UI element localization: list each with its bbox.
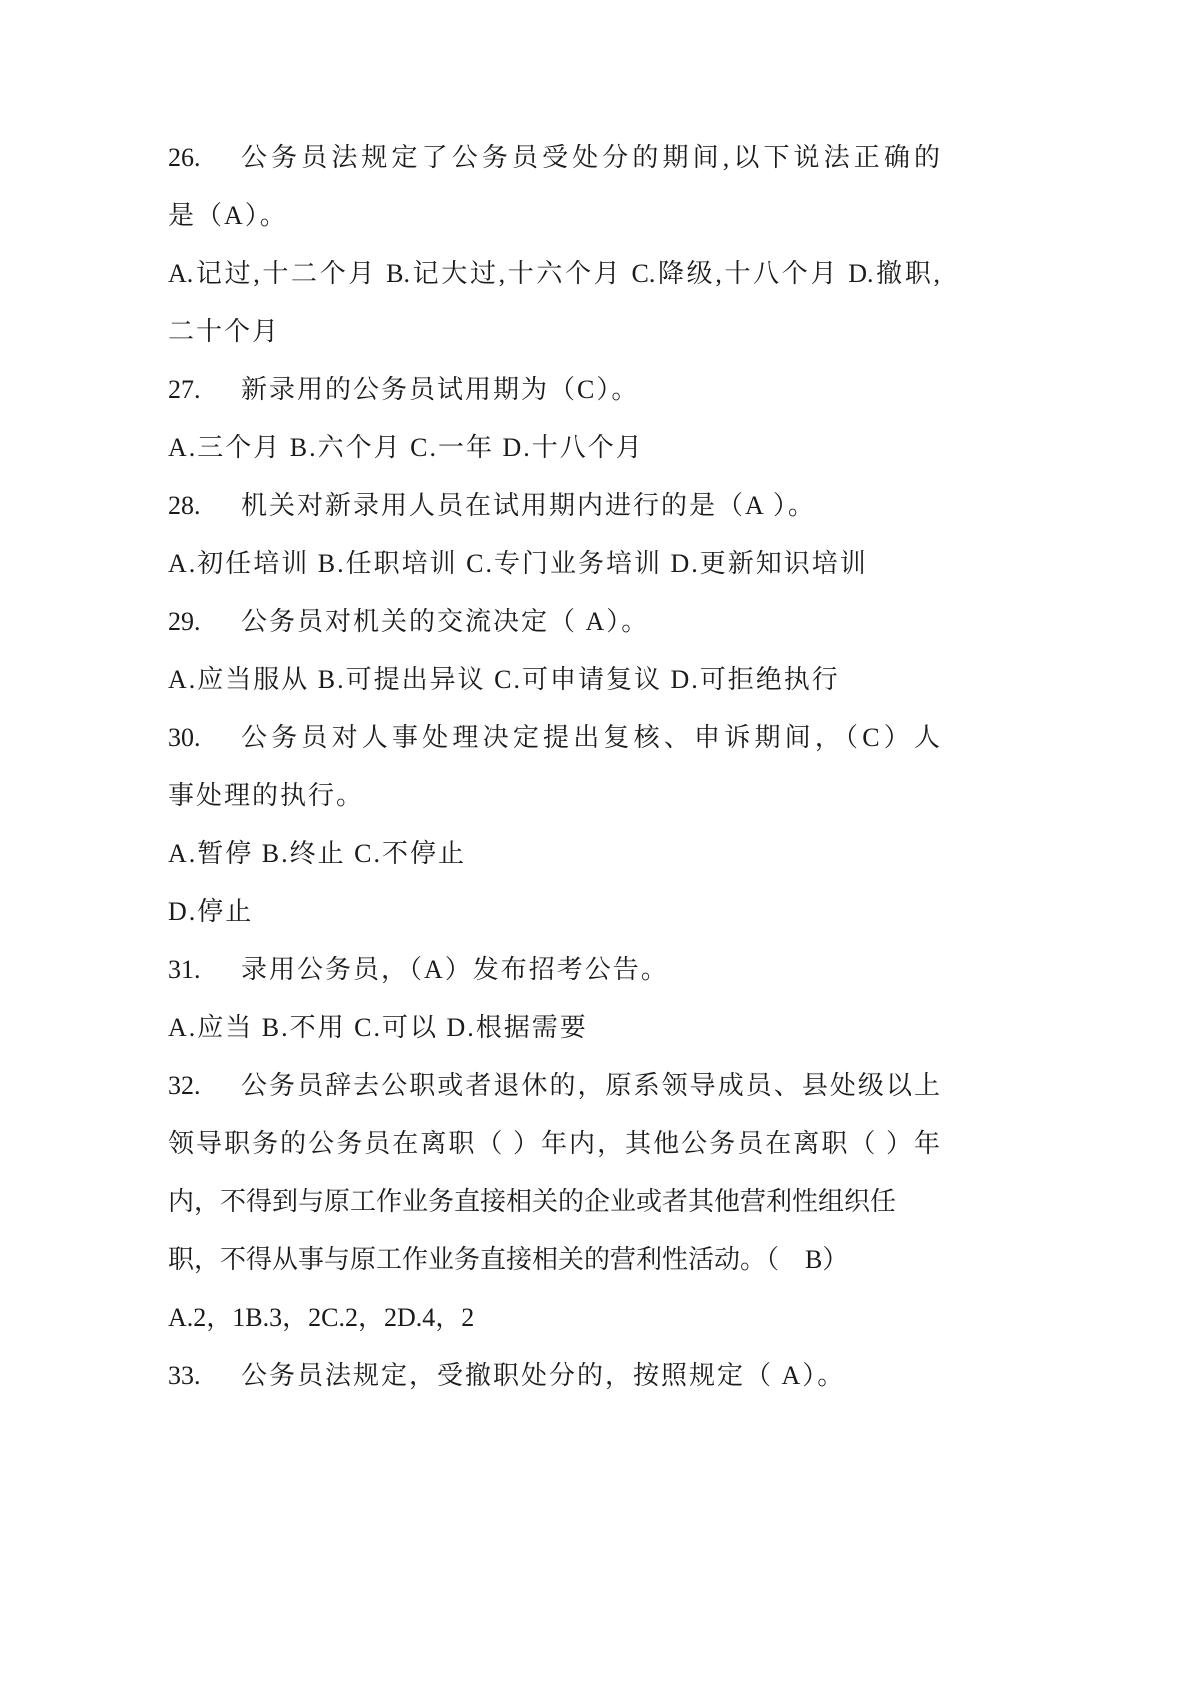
question-stem-line: 事处理的执行。: [168, 781, 365, 810]
question-number: 29.: [168, 607, 201, 636]
question-stem-line: 是（A）。: [168, 201, 288, 230]
question-options-line: A.2，1B.3，2C.2，2D.4，2: [168, 1303, 475, 1332]
question-options-line: A.初任培训 B.任职培训 C.专门业务培训 D.更新知识培训: [168, 549, 868, 578]
question-28: [168, 477, 940, 593]
question-27: [168, 361, 940, 477]
question-stem-line: [168, 941, 940, 999]
question-stem-text: 公务员法规定，受撤职处分的，按照规定（ A）。: [241, 1361, 846, 1390]
question-stem-text: 公务员对机关的交流决定（ A）。: [241, 607, 650, 636]
question-29: [168, 593, 940, 709]
question-number: 26.: [168, 143, 201, 172]
question-30: [168, 709, 940, 941]
question-options-line: D.停止: [168, 897, 254, 926]
question-number: 31.: [168, 955, 201, 984]
question-stem-line: [168, 477, 940, 535]
question-31: [168, 941, 940, 1057]
question-26: [168, 129, 940, 361]
question-number: 32.: [168, 1071, 201, 1100]
question-options-line: A.记过,十二个月 B.记大过,十六个月 C.降级,十八个月 D.撤职,: [168, 259, 940, 288]
question-stem-line: 领导职务的公务员在离职（ ）年内，其他公务员在离职（ ）年: [168, 1129, 940, 1158]
question-stem-line: 内，不得到与原工作业务直接相关的企业或者其他营利性组织任: [168, 1187, 897, 1216]
question-stem-line: [168, 709, 940, 767]
question-stem-line: 职，不得从事与原工作业务直接相关的营利性活动。（ B）: [168, 1245, 849, 1274]
question-33: [168, 1347, 940, 1405]
question-options-line: A.三个月 B.六个月 C.一年 D.十八个月: [168, 433, 644, 462]
question-stem-line: [168, 129, 940, 187]
question-number: 30.: [168, 723, 201, 752]
question-options-line: A.应当服从 B.可提出异议 C.可申请复议 D.可拒绝执行: [168, 665, 840, 694]
question-stem-text: 录用公务员，（A）发布招考公告。: [241, 955, 669, 984]
question-32: [168, 1057, 940, 1347]
question-options-line: A.暂停 B.终止 C.不停止: [168, 839, 466, 868]
question-options-line: 二十个月: [168, 317, 281, 346]
document-page: [168, 129, 940, 1405]
question-stem-text: 公务员法规定了公务员受处分的期间,以下说法正确的: [241, 143, 940, 172]
question-number: 33.: [168, 1361, 201, 1390]
question-stem-line: [168, 361, 940, 419]
question-stem-line: [168, 593, 940, 651]
question-number: 28.: [168, 491, 201, 520]
question-stem-text: 公务员对人事处理决定提出复核、申诉期间，（C）人: [241, 723, 940, 752]
question-stem-line: [168, 1347, 940, 1405]
question-stem-text: 公务员辞去公职或者退休的，原系领导成员、县处级以上: [241, 1071, 940, 1100]
question-stem-text: 新录用的公务员试用期为（C）。: [241, 375, 640, 404]
question-stem-line: [168, 1057, 940, 1115]
question-options-line: A.应当 B.不用 C.可以 D.根据需要: [168, 1013, 588, 1042]
question-stem-text: 机关对新录用人员在试用期内进行的是（A ）。: [241, 491, 816, 520]
question-number: 27.: [168, 375, 201, 404]
